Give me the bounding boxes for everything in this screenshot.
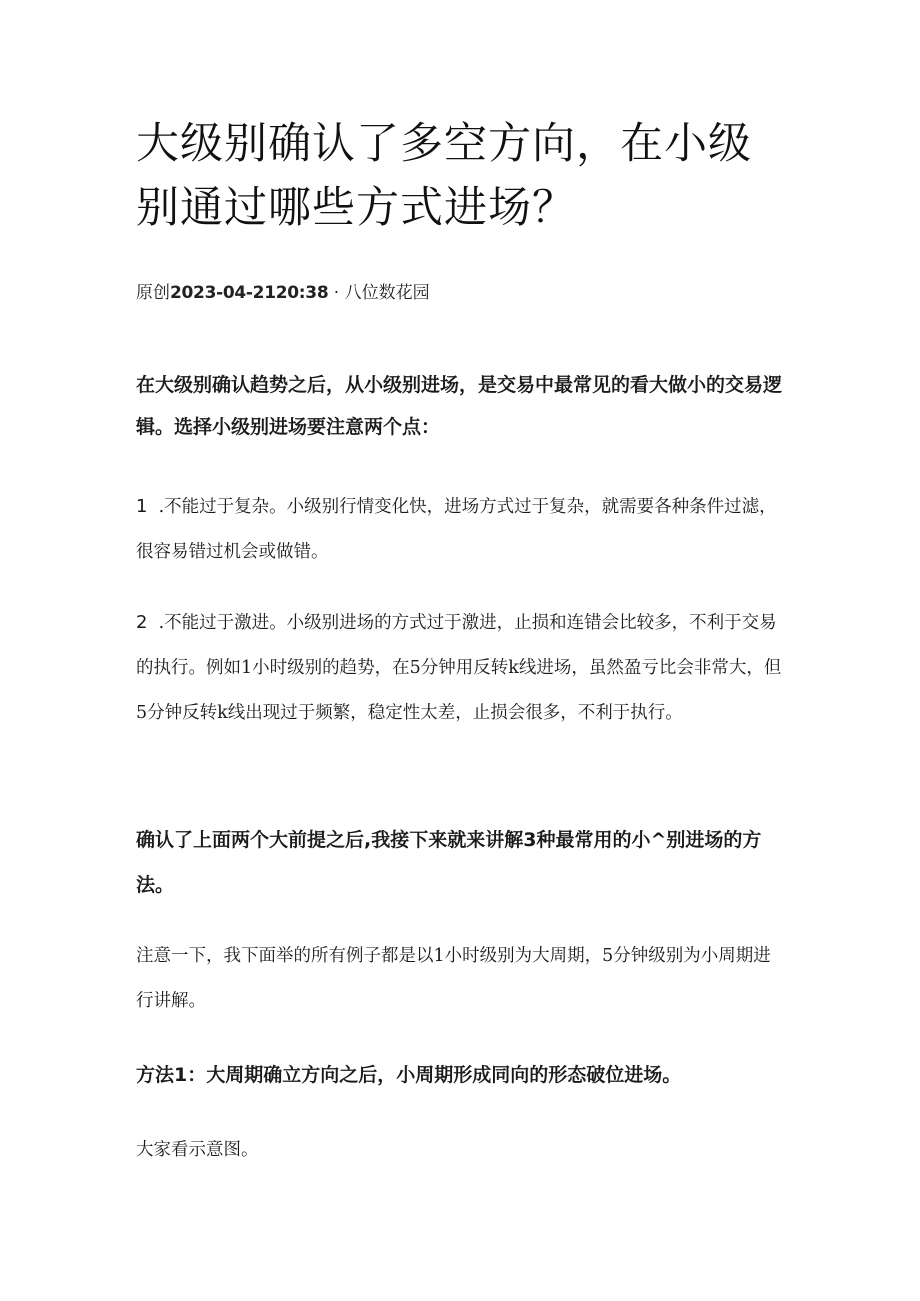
confirm-paragraph: 确认了上面两个大前提之后,我接下来就来讲解3种最常用的小^别进场的方法。 [136,829,762,896]
article-title: 大级别确认了多空方向，在小级别通过哪些方式进场？ [136,119,752,233]
author-name[interactable]: 八位数花园 [344,283,430,303]
intro-paragraph: 在大级别确认趋势之后，从小级别进场，是交易中最常见的看大做小的交易逻辑。选择小级别进场要注意两个点： [136,374,783,438]
point-2-paragraph [136,600,786,736]
note-paragraph: 注意一下，我下面举的所有例子都是以1小时级别为大周期，5分钟级别为小周期进行讲解。 [136,946,771,1011]
method-1-heading: 方法1：大周期确立方向之后，小周期形成同向的形态破位进场。 [136,1064,682,1086]
point-1-text: .不能过于复杂。小级别行情变化快，进场方式过于复杂，就需要各种条件过滤，很容易错过机会或做错。 [136,497,777,562]
publish-datetime: 2023-04-2120:38 [170,283,329,303]
original-label: 原创 [136,283,170,303]
diagram-caption: 大家看示意图。 [136,1140,259,1160]
point-2-number: 2 [136,612,148,633]
point-1-number: 1 [136,496,148,517]
point-2-text: .不能过于激进。小级别进场的方式过于激进，止损和连错会比较多，不利于交易的执行。例如1小时级别的趋势，在5分钟用反转k线进场，虽然盈亏比会非常大，但5分钟反转k线出现过于频繁，稳定性太差，止损会很多，不利于执行。 [136,613,782,723]
article-meta [136,281,430,305]
point-1-paragraph [136,484,786,575]
meta-separator: · [333,283,340,303]
